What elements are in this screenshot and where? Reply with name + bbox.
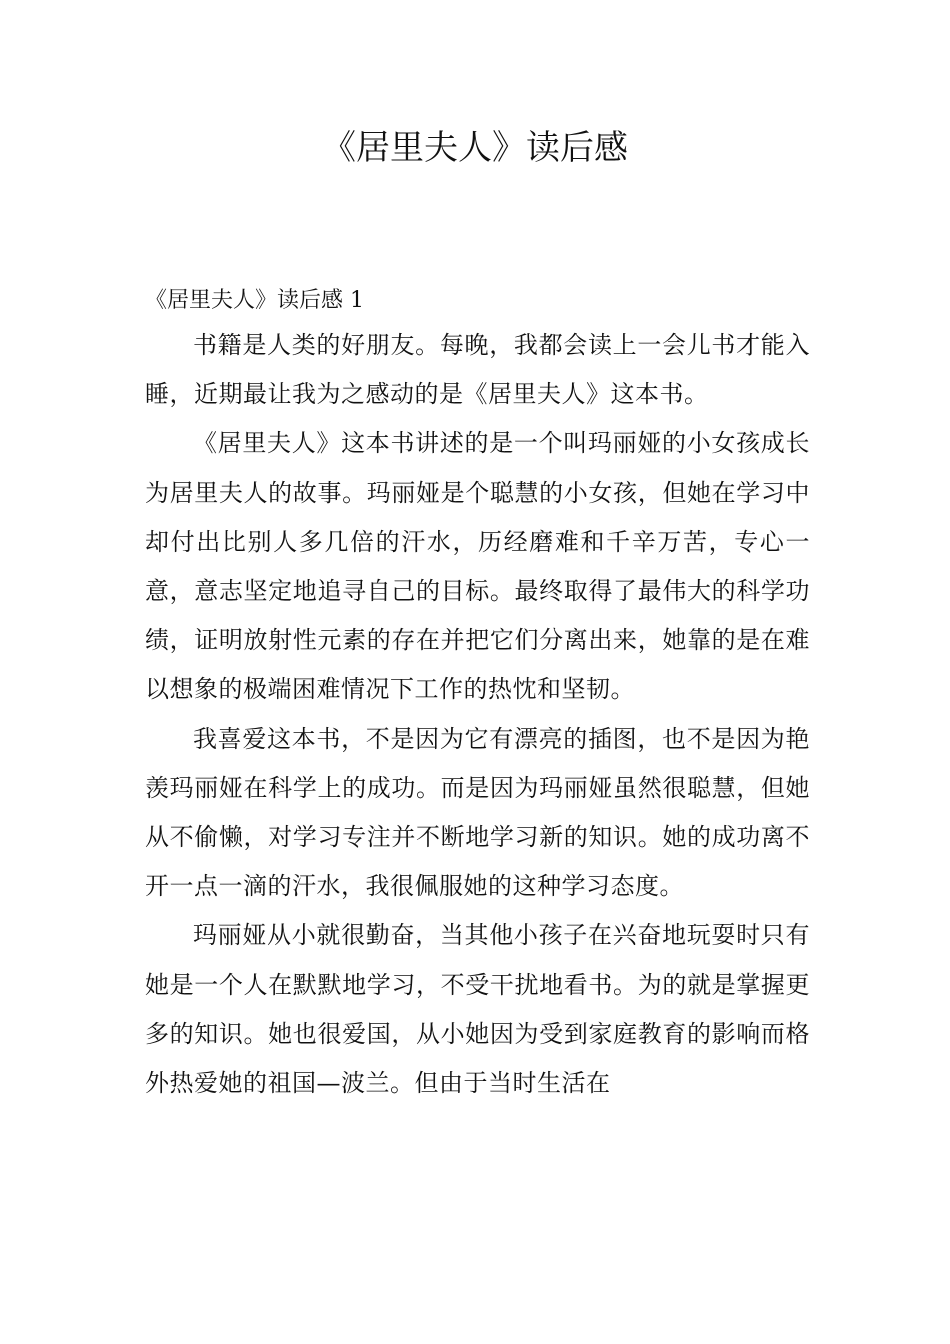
section-heading: 《居里夫人》读后感 1 — [145, 288, 364, 313]
paragraph-3: 我喜爱这本书，不是因为它有漂亮的插图，也不是因为艳羡玛丽娅在科学上的成功。而是因为玛丽娅虽然很聪慧，但她从不偷懒，对学习专注并不断地学习新的知识。她的成功离不开一点一滴的汗水，我很佩服她的这种学习态度。 — [145, 724, 810, 901]
document-body — [145, 286, 810, 1108]
paragraph-2: 《居里夫人》这本书讲述的是一个叫玛丽娅的小女孩成长为居里夫人的故事。玛丽娅是个聪慧的小女孩，但她在学习中却付出比别人多几倍的汗水，历经磨难和千辛万苦，专心一意，意志坚定地追寻自己的目标。最终取得了最伟大的科学功绩，证明放射性元素的存在并把它们分离出来，她靠的是在难以想象的极端困难情况下工作的热忱和坚韧。 — [145, 429, 810, 704]
paragraph-1: 书籍是人类的好朋友。每晚，我都会读上一会儿书才能入睡，近期最让我为之感动的是《居里夫人》这本书。 — [145, 331, 810, 409]
paragraph-4: 玛丽娅从小就很勤奋，当其他小孩子在兴奋地玩耍时只有她是一个人在默默地学习，不受干扰地看书。为的就是掌握更多的知识。她也很爱国，从小她因为受到家庭教育的影响而格外热爱她的祖国—波兰。但由于当时生活在 — [145, 921, 810, 1098]
document-title: 《居里夫人》读后感 — [322, 128, 628, 168]
